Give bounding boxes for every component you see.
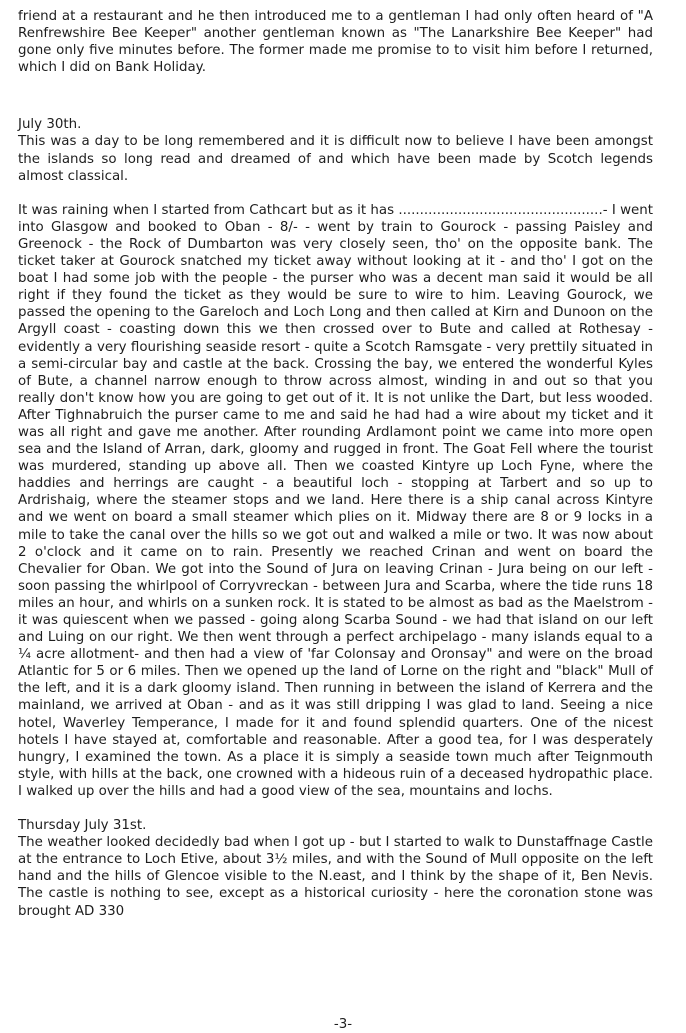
section-gap xyxy=(18,800,653,817)
document-page xyxy=(18,8,653,920)
paragraph-day-remembered: This was a day to be long remembered and it is difficult now to believe I have been amongst the islands so long read and dreamed of and which have been made by Scotch legends almost classical. xyxy=(18,134,653,184)
paragraph-dunstaffnage: The weather looked decidedly bad when I got up - but I started to walk to Dunstaffnage Castle at the entrance to Loch Etive, about 3½ miles, and with the Sound of Mull opposite on the left hand and the hills of Glencoe visible to the N.east, and I think by the shape of it, Ben Nevis. The castle is nothing to see, except as a historical curiosity - here the coronation stone was brought AD 330 xyxy=(18,835,653,919)
section-gap xyxy=(18,76,653,116)
date-heading-july-30: July 30th. xyxy=(18,117,82,133)
paragraph-gap xyxy=(18,185,653,202)
paragraph-restaurant: friend at a restaurant and he then introduced me to a gentleman I had only often heard of "A Renfrewshire Bee Keeper" another gentleman known as "The Lanarkshire Bee Keeper" had gone only five minutes before. The former made me promise to to visit him before I returned, which I did on Bank Holiday. xyxy=(18,9,653,76)
page-number: -3- xyxy=(333,1017,353,1032)
date-heading-july-31: Thursday July 31st. xyxy=(18,818,147,834)
paragraph-journey-to-oban: It was raining when I started from Cathcart but as it has ................................................- I went into Glasgow and booked to Oban - 8/- - went by train to Gourock - passing Paisley and Greenock - the Rock of Dumbarton was very closely seen, tho' on the opposite bank. The ticket taker at Gourock snatched my ticket away without looking at it - and tho' I got on the boat I had some job with the people - the purser who was a decent man said it would be all right if they found the ticket as they would be sure to wire to him. Leaving Gourock, we passed the opening to the Gareloch and Loch Long and then called at Kirn and Dunoon on the Argyll coast - coasting down this we then crossed over to Bute and called at Rothesay - evidently a very flourishing seaside resort - quite a Scotch Ramsgate - very prettily situated in a semi-circular bay and castle at the back. Crossing the bay, we entered the wonderful Kyles of Bute, a channel narrow enough to throw across almost, winding in and out so that you really don't know how you are going to get out of it. It is not unlike the Dart, but less wooded. After Tighnabruich the purser came to me and said he had had a wire about my ticket and it was all right and gave me another. After rounding Ardlamont point we came into more open sea and the Island of Arran, dark, gloomy and rugged in front. The Goat Fell where the tourist was murdered, standing up above all. Then we coasted Kintyre up Loch Fyne, where the haddies and herrings are caught - a beautiful loch - stopping at Tarbert and so up to Ardrishaig, where the steamer stops and we land. Here there is a ship canal across Kintyre and we went on board a small steamer which plies on it. Midway there are 8 or 9 locks in a mile to take the canal over the hills so we got out and walked a mile or two. It was now about 2 o'clock and it came on to rain. Presently we reached Crinan and went on board the Chevalier for Oban. We got into the Sound of Jura on leaving Crinan - Jura being on our left - soon passing the whirlpool of Corryvreckan - between Jura and Scarba, where the tide runs 18 miles an hour, and whirls on a sunken rock. It is stated to be almost as bad as the Maelstrom - it was quiescent when we passed - going along Scarba Sound - we had that island on our left and Luing on our right. We then went through a perfect archipelago - many islands equal to a ¼ acre allotment- and then had a view of 'far Colonsay and Oronsay" and were on the broad Atlantic for 5 or 6 miles. Then we opened up the land of Lorne on the right and "black" Mull of the left, and it is a dark gloomy island. Then running in between the island of Kerrera and the mainland, we arrived at Oban - and as it was still dripping I was glad to land. Seeing a nice hotel, Waverley Temperance, I made for it and found splendid quarters. One of the nicest hotels I have stayed at, comfortable and reasonable. After a good tea, for I was desperately hungry, I examined the town. As a place it is simply a seaside town much after Teignmouth style, with hills at the back, one crowned with a hideous ruin of a deceased hydropathic place. I walked up over the hills and had a good view of the sea, mountains and lochs. xyxy=(18,202,653,799)
